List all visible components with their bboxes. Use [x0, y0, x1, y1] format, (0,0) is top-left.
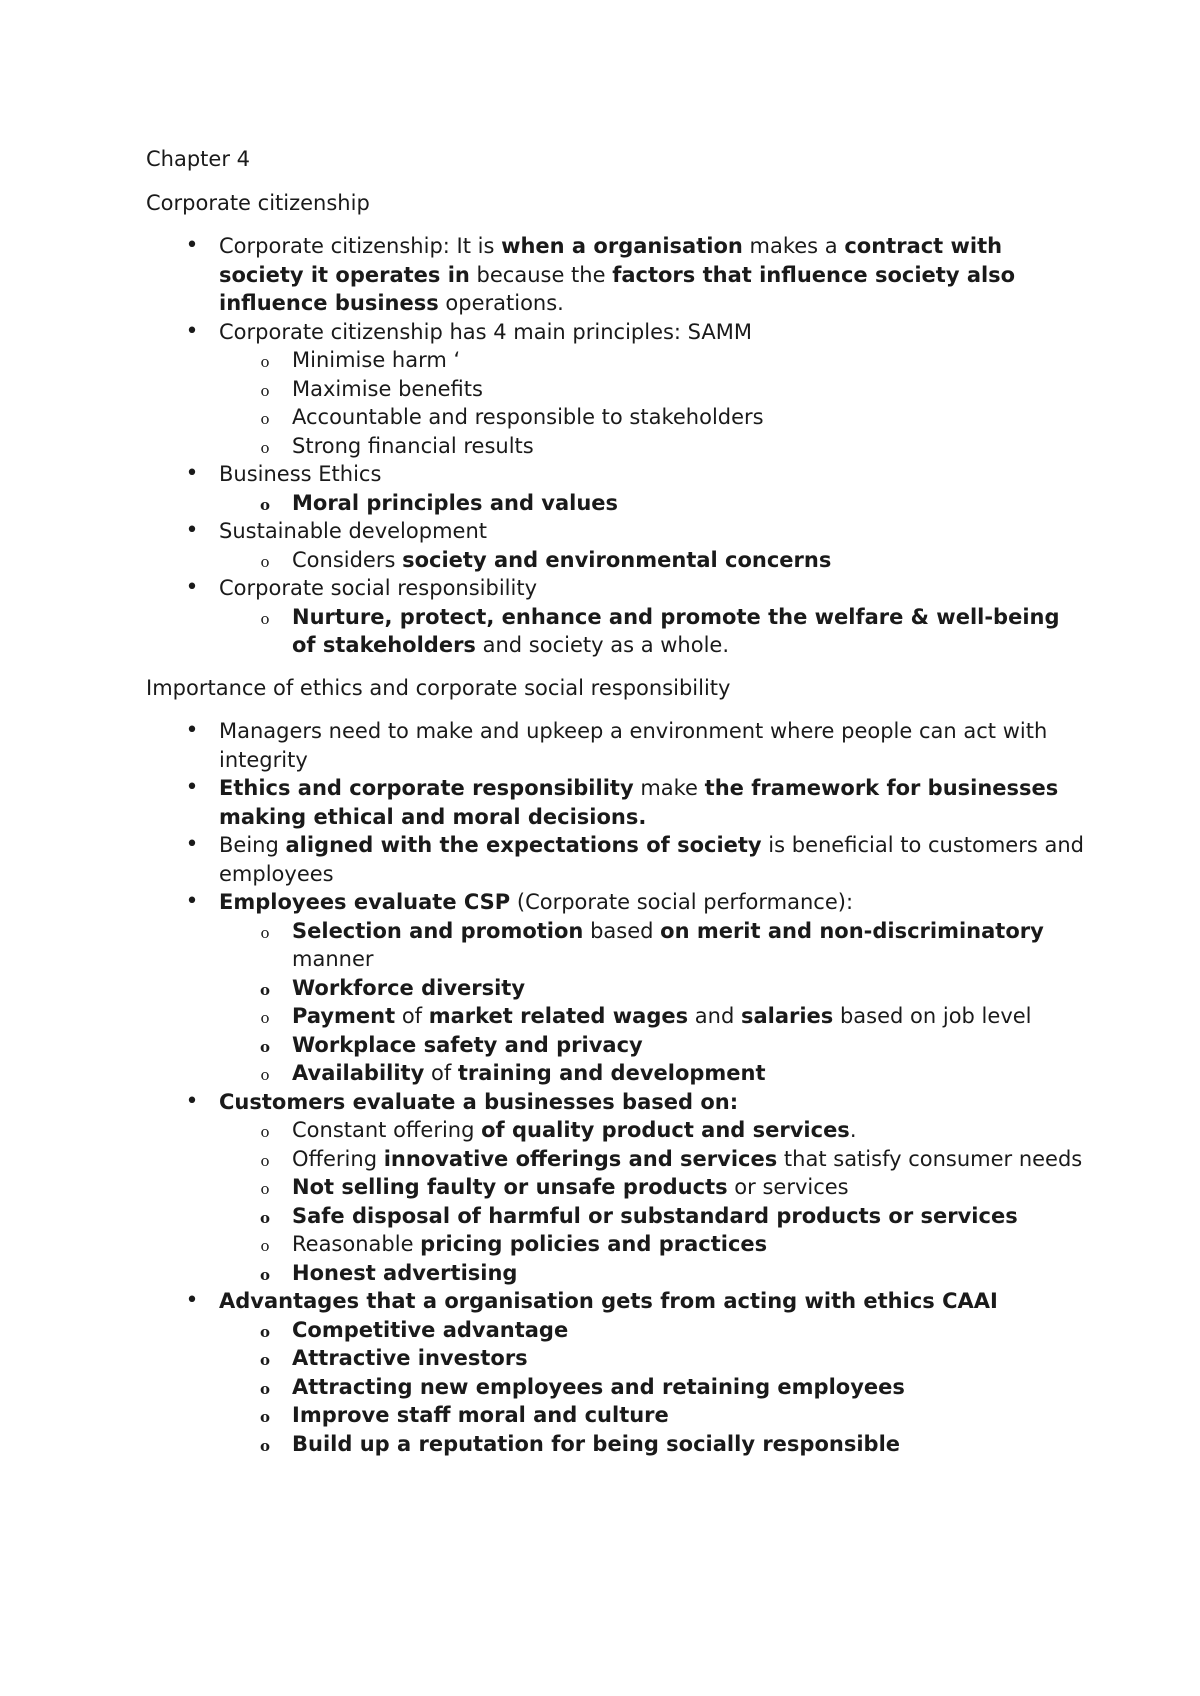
bold-text: salaries [740, 1004, 834, 1028]
bold-text: Workforce diversity [292, 975, 526, 1000]
text: because the [469, 262, 613, 287]
bold-text: Workplace safety and privacy [292, 1032, 643, 1057]
list-item [146, 774, 1086, 831]
bold-text: market related wages [428, 1004, 689, 1028]
sub-list-item-text [292, 919, 1044, 972]
list-item-text [219, 576, 537, 600]
bold-text: Attractive investors [292, 1346, 528, 1370]
sub-bullet-icon: o [260, 609, 270, 628]
sub-bullet-icon: o [259, 980, 270, 999]
list-item [146, 460, 1086, 517]
bold-text: the framework for businesses making ethical and moral decisions. [219, 776, 1059, 829]
bold-text: on merit and non-discriminatory [660, 918, 1044, 943]
bold-text: factors that influence society also influence business [219, 262, 1016, 315]
bold-text: aligned with the expectations of society [285, 833, 762, 857]
list-item [146, 574, 1086, 660]
list-item [146, 318, 1086, 461]
bold-text: Advantages that a organisation gets from acting with ethics CAAI [219, 1289, 998, 1313]
sub-list-item-text [292, 1232, 767, 1256]
sub-bullet-icon: o [260, 1066, 270, 1084]
bullet-icon: • [185, 1088, 199, 1114]
text: Corporate citizenship has 4 main principles: SAMM [219, 319, 753, 344]
sub-list-item-text [292, 1175, 849, 1199]
list-item [146, 232, 1086, 318]
sub-list [219, 489, 1086, 518]
sub-bullet-icon: o [259, 1379, 270, 1398]
sub-list-item [219, 1202, 1086, 1231]
bold-text: Nurture, protect, enhance and promote the welfare & well-being of stakeholders [292, 604, 1060, 657]
sub-list-item-text [292, 1432, 900, 1456]
bullet-icon: • [185, 889, 199, 914]
list-item-text [219, 462, 381, 486]
sub-list [219, 1116, 1086, 1287]
text: of [424, 1061, 458, 1085]
sub-list-item [219, 1401, 1086, 1430]
bullet-icon: • [185, 775, 199, 800]
sub-list-item-text [292, 1033, 643, 1057]
list-item-text [219, 833, 1084, 886]
bullet-icon: • [185, 233, 199, 258]
chapter-heading: Chapter 4 [146, 147, 250, 171]
sub-list [219, 346, 1086, 460]
text: Maximise benefits [292, 376, 483, 401]
sub-list-item-text [292, 1147, 1082, 1171]
bullet-icon: • [185, 1288, 199, 1313]
bold-text: of quality product and services [481, 1118, 850, 1142]
list-item-text [219, 234, 1015, 315]
bold-text: Improve staff moral and culture [292, 1403, 669, 1427]
text: Corporate social responsibility [219, 576, 537, 600]
list-item [146, 1287, 1086, 1458]
bold-text: Competitive advantage [292, 1317, 569, 1342]
sub-list-item-text [292, 405, 764, 429]
list-item [146, 517, 1086, 574]
sub-list [219, 546, 1086, 575]
sub-bullet-icon: o [260, 923, 270, 942]
sub-bullet-icon: o [260, 410, 270, 428]
text: and society as a whole. [475, 633, 730, 657]
bullet-icon: • [185, 518, 199, 543]
text: of [395, 1004, 429, 1028]
sub-list [219, 603, 1086, 660]
sub-bullet-icon: o [260, 1009, 270, 1027]
text: Accountable and responsible to stakeholders [292, 405, 764, 429]
sub-list [219, 917, 1086, 1088]
sub-list-item [219, 1259, 1086, 1288]
sub-list-item-text [292, 348, 460, 372]
bold-text: Availability [292, 1061, 425, 1085]
sub-list-item-text [292, 976, 525, 1000]
bold-text: Safe disposal of harmful or substandard products or services [292, 1203, 1018, 1228]
sub-list-item-text [292, 548, 831, 572]
text: Considers [292, 547, 403, 572]
sub-list-item-text [292, 1004, 1032, 1028]
sub-list-item [219, 432, 1086, 461]
sub-list-item [219, 1002, 1086, 1031]
text: Offering [292, 1146, 384, 1171]
sub-list-item [219, 1173, 1086, 1202]
sub-list-item [219, 546, 1086, 575]
sub-list-item [219, 1031, 1086, 1060]
sub-list-item-text [292, 1403, 669, 1427]
sub-bullet-icon: o [259, 1351, 270, 1369]
sub-list-item-text [292, 1061, 766, 1085]
sub-bullet-icon: o [259, 1265, 270, 1284]
text: and [688, 1004, 741, 1028]
text: operations. [438, 291, 564, 315]
text: based on job level [833, 1004, 1032, 1028]
sub-bullet-icon: o [260, 1237, 270, 1255]
sub-bullet-icon: o [260, 1151, 270, 1170]
sub-bullet-icon: o [259, 1408, 270, 1426]
bold-text: Employees evaluate CSP [219, 890, 511, 914]
section-title-corporate-citizenship: Corporate citizenship [146, 190, 370, 215]
sub-list-item [219, 375, 1086, 404]
text: make [633, 776, 705, 800]
bullet-icon: • [185, 718, 199, 743]
sub-list-item [219, 1430, 1086, 1459]
sub-list-item [219, 1344, 1086, 1373]
sub-bullet-icon: o [259, 1208, 270, 1227]
text: based [583, 918, 661, 943]
sub-list-item [219, 603, 1086, 660]
bold-text: Attracting new employees and retaining employees [292, 1374, 905, 1399]
section-title-importance-of-ethics: Importance of ethics and corporate social responsibility [146, 675, 731, 700]
sub-list-item [219, 1059, 1086, 1088]
bold-text: Moral principles and values [292, 490, 619, 515]
sub-list-item-text [292, 1261, 517, 1285]
sub-list-item [219, 974, 1086, 1003]
list-item-text [219, 320, 752, 344]
sub-bullet-icon: o [260, 381, 270, 400]
bullet-icon: • [185, 318, 199, 344]
bold-text: Build up a reputation for being socially responsible [292, 1431, 901, 1456]
sub-list-item-text [292, 605, 1060, 658]
text: Business Ethics [219, 462, 382, 486]
text: Minimise harm ‘ [292, 348, 461, 372]
sub-list [219, 1316, 1086, 1459]
text: Managers need to make and upkeep a environment where people can act with integrity [219, 719, 1048, 772]
text: Strong financial results [292, 433, 534, 458]
bold-text: Ethics and corporate responsibility [219, 776, 634, 800]
bullet-icon: • [185, 461, 199, 486]
text: Reasonable [292, 1232, 421, 1256]
bold-text: Not selling faulty or unsafe products [292, 1175, 728, 1199]
sub-bullet-icon: o [259, 1436, 270, 1455]
sub-list-item-text [292, 1204, 1018, 1228]
list-item-text [219, 776, 1058, 829]
list-item-text [219, 1289, 998, 1313]
text: Constant offering [292, 1118, 482, 1142]
sub-list-item-text [292, 1346, 528, 1370]
sub-list-item-text [292, 1118, 857, 1142]
text: (Corporate social performance): [510, 890, 854, 914]
sub-bullet-icon: o [260, 1180, 270, 1198]
text: . [849, 1118, 857, 1142]
text: Being [219, 833, 286, 857]
document-page [146, 145, 1086, 1472]
list-item [146, 717, 1086, 774]
list-item [146, 888, 1086, 1088]
list-item [146, 1088, 1086, 1288]
sub-list-item [219, 346, 1086, 375]
sub-bullet-icon: o [260, 438, 270, 457]
text: is beneficial to customers and employees [219, 833, 1084, 886]
bullet-list-corporate-citizenship [146, 232, 1086, 660]
sub-list-item [219, 1316, 1086, 1345]
bold-text: society and environmental concerns [402, 547, 832, 572]
text: or services [727, 1175, 849, 1199]
bullet-icon: • [185, 575, 199, 600]
sub-list-item-text [292, 377, 483, 401]
text: manner [292, 947, 374, 971]
sub-bullet-icon: o [259, 1037, 270, 1056]
bold-text: when a organisation [501, 234, 743, 258]
bullet-icon: • [185, 832, 199, 857]
bold-text: contract with society it operates in [219, 234, 1003, 287]
sub-bullet-icon: o [259, 1322, 270, 1341]
bold-text: Customers evaluate a businesses based on: [219, 1089, 739, 1114]
sub-list-item [219, 1116, 1086, 1145]
sub-bullet-icon: o [260, 353, 270, 371]
sub-list-item-text [292, 1318, 568, 1342]
sub-list-item [219, 403, 1086, 432]
list-item-text [219, 1090, 738, 1114]
sub-list-item-text [292, 1375, 905, 1399]
sub-list-item-text [292, 434, 534, 458]
bullet-list-importance-of-ethics [146, 717, 1086, 1458]
sub-list-item [219, 917, 1086, 974]
text: that satisfy consumer needs [777, 1146, 1083, 1171]
sub-list-item [219, 489, 1086, 518]
list-item-text [219, 519, 487, 543]
bold-text: pricing policies and practices [420, 1232, 768, 1256]
sub-list-item [219, 1230, 1086, 1259]
text: Corporate citizenship: It is [219, 234, 502, 258]
sub-list-item [219, 1145, 1086, 1174]
text: Sustainable development [219, 519, 487, 543]
bold-text: innovative offerings and services [383, 1146, 778, 1171]
sub-bullet-icon: o [260, 1123, 270, 1141]
text: makes a [742, 234, 845, 258]
list-item-text [219, 890, 853, 914]
bold-text: training and development [457, 1061, 766, 1085]
bold-text: Honest advertising [292, 1260, 518, 1285]
list-item [146, 831, 1086, 888]
bold-text: Selection and promotion [292, 918, 584, 943]
list-item-text [219, 719, 1047, 772]
sub-bullet-icon: o [259, 495, 270, 514]
sub-list-item-text [292, 491, 618, 515]
sub-bullet-icon: o [260, 552, 270, 571]
sub-list-item [219, 1373, 1086, 1402]
bold-text: Payment [292, 1004, 396, 1028]
